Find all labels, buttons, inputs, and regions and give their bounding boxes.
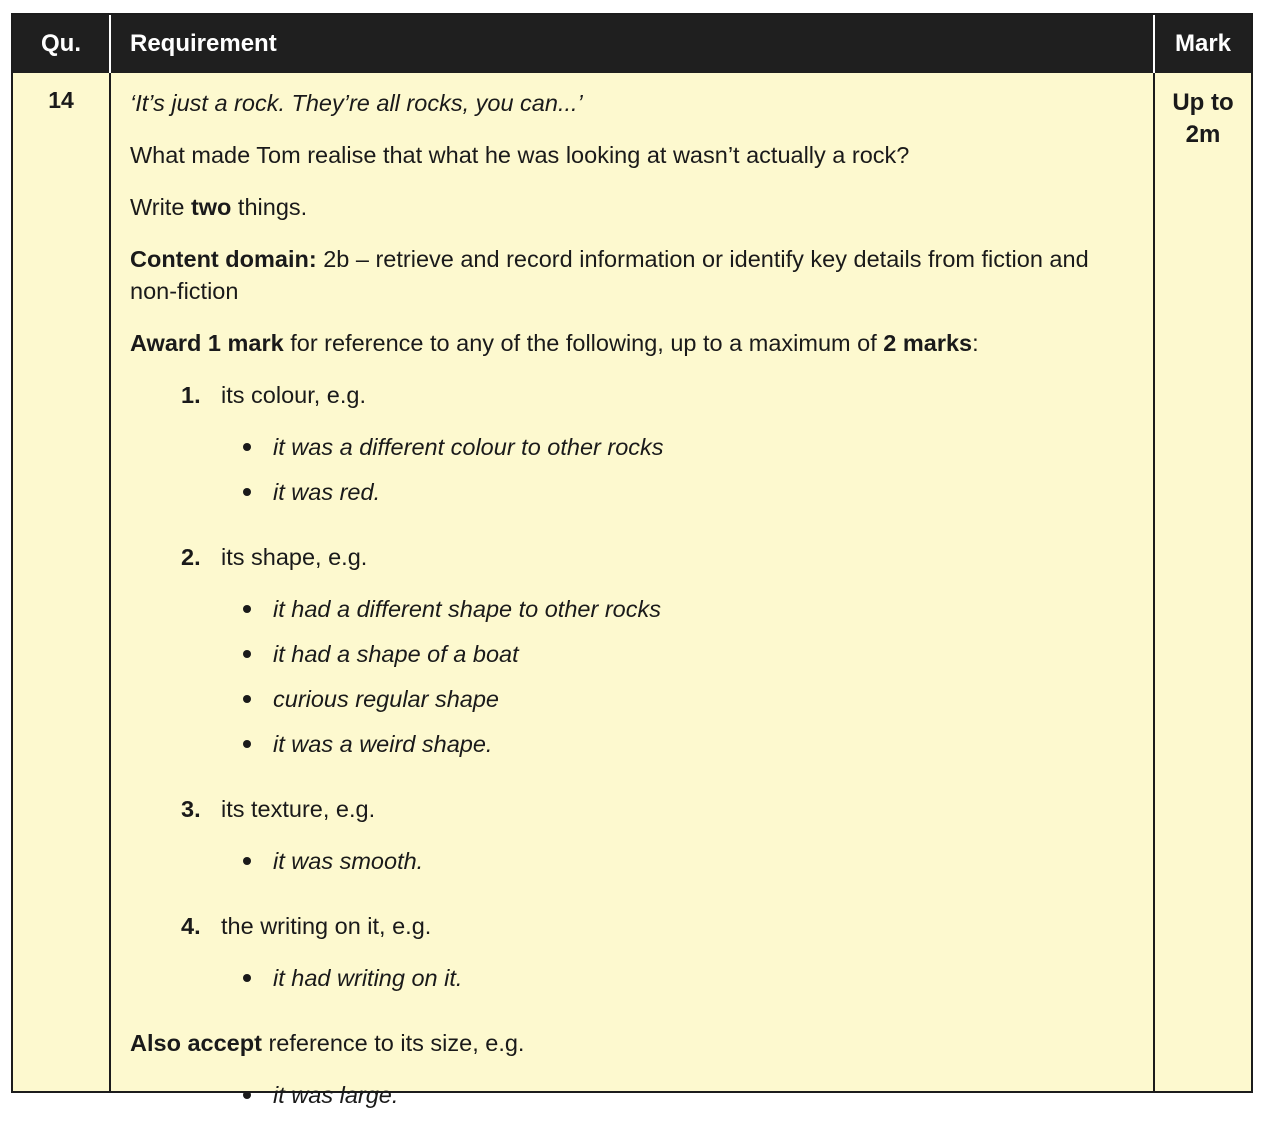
mark-line-1: Up to bbox=[1172, 89, 1234, 116]
question-text: What made Tom realise that what he was looking at wasn’t actually a rock? bbox=[130, 142, 910, 168]
item-label: the writing on it, e.g. bbox=[221, 913, 432, 939]
example-bullet: it was a weird shape. bbox=[130, 728, 1140, 773]
item-label: its shape, e.g. bbox=[221, 544, 368, 570]
answer-group-2 bbox=[130, 541, 1140, 773]
also-accept-text: reference to its size, e.g. bbox=[261, 1030, 525, 1056]
numbered-item bbox=[130, 541, 1140, 573]
write-post: things. bbox=[231, 194, 308, 220]
award-bold-2: 2 marks bbox=[883, 330, 973, 356]
write-pre: Write bbox=[130, 194, 191, 220]
also-accept bbox=[130, 1027, 1140, 1059]
write-bold: two bbox=[190, 194, 232, 220]
example-bullet: it was a different colour to other rocks bbox=[130, 431, 1140, 476]
answer-group-4 bbox=[130, 910, 1140, 1007]
item-number: 1. bbox=[181, 382, 201, 408]
header-qu: Qu. bbox=[41, 30, 81, 57]
column-divider bbox=[109, 73, 111, 1091]
example-bullet: it was smooth. bbox=[130, 845, 1140, 890]
example-bullet: it had writing on it. bbox=[130, 962, 1140, 1007]
example-list bbox=[130, 431, 1140, 521]
header-requirement: Requirement bbox=[130, 30, 277, 57]
example-bullet: it was large. bbox=[130, 1079, 1140, 1124]
mark-line-2: 2m bbox=[1185, 121, 1221, 148]
column-divider bbox=[1153, 73, 1155, 1091]
content-domain bbox=[130, 243, 1140, 307]
content-domain-text: 2b – retrieve and record information or identify key details from fiction and non-fiction bbox=[130, 246, 1089, 304]
award-bold-1: Award 1 mark bbox=[130, 330, 284, 356]
example-bullet: it had a shape of a boat bbox=[130, 638, 1140, 683]
requirement-cell bbox=[130, 87, 1140, 1124]
example-list bbox=[130, 593, 1140, 773]
award-instruction bbox=[130, 327, 1140, 359]
content-domain-label: Content domain: bbox=[130, 246, 317, 272]
mark-scheme-table bbox=[11, 13, 1253, 1108]
question-number: 14 bbox=[48, 87, 74, 113]
award-end: : bbox=[972, 330, 979, 356]
answer-group-1 bbox=[130, 379, 1140, 521]
item-label: its colour, e.g. bbox=[221, 382, 366, 408]
item-number: 3. bbox=[181, 796, 201, 822]
write-instruction bbox=[130, 191, 1140, 223]
answer-group-3 bbox=[130, 793, 1140, 890]
numbered-item bbox=[130, 793, 1140, 825]
also-accept-bold: Also accept bbox=[130, 1030, 262, 1056]
numbered-item bbox=[130, 910, 1140, 942]
example-list bbox=[130, 962, 1140, 1007]
example-list bbox=[130, 845, 1140, 890]
item-label: its texture, e.g. bbox=[221, 796, 376, 822]
quote-text: ‘It’s just a rock. They’re all rocks, you can...’ bbox=[130, 90, 583, 116]
table-header bbox=[13, 15, 1251, 73]
also-accept-list bbox=[130, 1079, 1140, 1124]
header-mark: Mark bbox=[1174, 30, 1232, 57]
example-bullet: curious regular shape bbox=[130, 683, 1140, 728]
item-number: 4. bbox=[181, 913, 201, 939]
mark-value bbox=[1155, 87, 1251, 151]
item-number: 2. bbox=[181, 544, 201, 570]
header-divider bbox=[109, 15, 111, 73]
numbered-item bbox=[130, 379, 1140, 411]
example-bullet: it was red. bbox=[130, 476, 1140, 521]
example-bullet: it had a different shape to other rocks bbox=[130, 593, 1140, 638]
award-mid: for reference to any of the following, up to a maximum of bbox=[283, 330, 884, 356]
